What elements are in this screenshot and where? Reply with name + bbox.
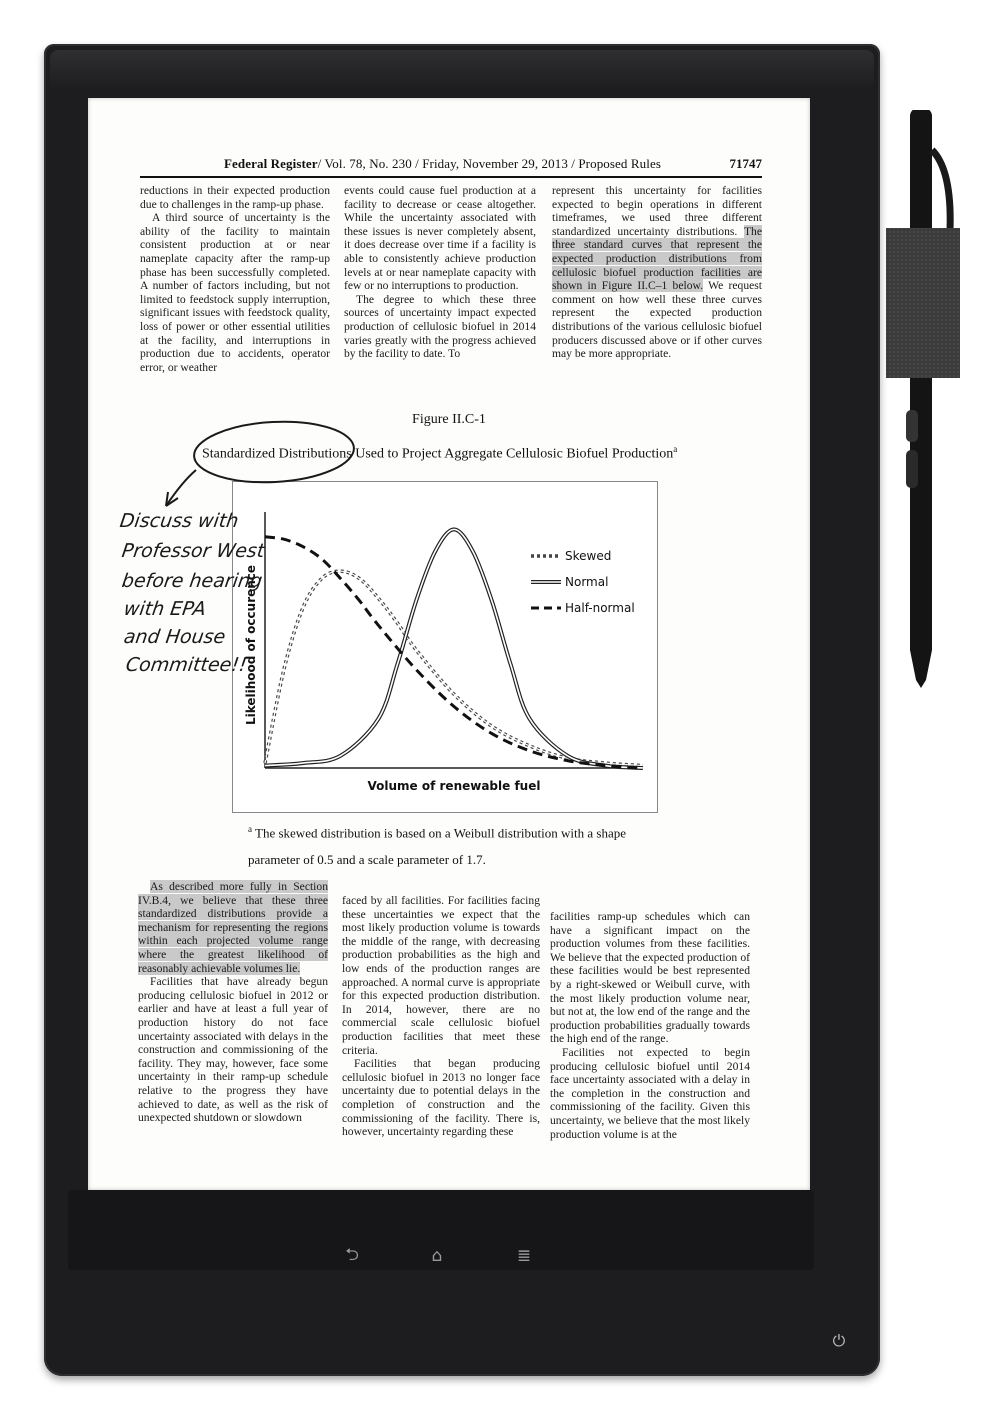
header-rule	[140, 176, 762, 178]
paragraph: A third source of uncertainty is the ability of the facility to maintain consistent production at or near nameplate capacity after the ramp-up phase has been successfully completed. A number of factors including, but not limited to feedstock supply interruption, significant issues with feedstock quality, loss of power or other essential utilities at the facility, and interruptions in production due to accidents, operator error, or weather	[140, 211, 330, 374]
paragraph: The degree to which these three sources of uncertainty impact expected production of cellulosic biofuel in 2014 varies greatly with the progress achieved by the facility to date. To	[344, 292, 536, 361]
paragraph: Facilities that began producing cellulosic biofuel in 2013 no longer face uncertainty due to potential delays in the completion of construction and the commissioning of the facility. There is, however, uncertainty regarding these	[342, 1057, 540, 1139]
paragraph-text: We request comment on how well these three curves represent the expected production distributions of the various cellulosic biofuel producers discussed above or if other curves may be more appropriate.	[552, 279, 762, 361]
top-column-3	[552, 184, 762, 361]
subtitle-sup: a	[673, 444, 678, 454]
paragraph: Facilities that have already begun producing cellulosic biofuel in 2012 or earlier and have at least a full year of production history do not face uncertainty associated with delays in the construction and commissioning of the facility. They may, however, face some uncertainty in their ramp-up schedule relative to the progress they have achieved to date, as well as the risk of unexpected shutdown or slowdown	[138, 975, 328, 1125]
distribution-chart	[232, 481, 658, 813]
handwritten-line: with EPA	[122, 598, 208, 620]
top-column-2	[344, 184, 536, 361]
bottom-column-3	[550, 910, 750, 1141]
circled-phrase[interactable]: Standardized Distributions	[202, 446, 352, 462]
menu-icon[interactable]: ≣	[516, 1246, 532, 1266]
footnote-text: The skewed distribution is based on a Weibull distribution with a shape	[255, 825, 626, 841]
series-normal-line	[265, 529, 643, 768]
power-icon[interactable]: ⏻	[832, 1331, 846, 1350]
back-icon[interactable]: ⮌	[345, 1244, 359, 1265]
handwritten-line: before hearing	[120, 570, 264, 592]
y-axis-label: Likelihood of occurence	[244, 564, 258, 726]
page-number: 71747	[729, 156, 762, 171]
figure-footnote-line-1	[248, 824, 626, 841]
figure-subtitle	[202, 444, 677, 463]
highlighted-text[interactable]: The three standard curves that represent the expected production distributions from cellulosic biofuel production facilities are shown in Figure II.C–1 below.	[552, 224, 762, 293]
figure-title: Figure II.C-1	[412, 412, 486, 427]
series-half-normal-line	[265, 537, 643, 768]
handwritten-line: Discuss with	[118, 510, 240, 532]
stylus-pen[interactable]	[880, 110, 970, 690]
header-details: / Vol. 78, No. 230 / Friday, November 29, 2013 / Proposed Rules	[317, 156, 661, 171]
figure-footnote-line-2: parameter of 0.5 and a scale parameter of 1.7.	[248, 852, 486, 867]
handwritten-line: and House	[122, 626, 227, 648]
series-normal-line-inner	[265, 529, 643, 768]
paragraph: Facilities not expected to begin producing cellulosic biofuel until 2014 face uncertainty associated with a delay in the completion in the construction and commissioning of the facility. Given this uncertainty, we believe that the most likely production volume is at the	[550, 1045, 750, 1141]
subtitle-rest: Used to Project Aggregate Cellulosic Biofuel Production	[355, 446, 674, 462]
paragraph-text: represent this uncertainty for facilities expected to begin operations in different timeframes, we used three different standardized uncertainty distributions.	[552, 184, 762, 238]
handwritten-line: Committee!!	[124, 654, 249, 676]
paragraph: reductions in their expected production due to challenges in the ramp-up phase.	[140, 184, 330, 211]
highlighted-text[interactable]: As described more fully in Section IV.B.4, we believe that these three standardized distributions provide a mechanism for representing the regions within each projected volume range where the greatest likelihood of reasonably achievable volumes lie.	[138, 880, 328, 975]
header-source: Federal Register	[224, 156, 318, 171]
bottom-column-2	[342, 894, 540, 1139]
paragraph: facilities ramp-up schedules which can have a significant impact on the production volumes from these facilities. We believe that the expected production of these facilities would be best represented by a right-skewed or Weibull curve, with the most likely production volume near, but not at, the low end of the range and the production probabilities gradually towards the high end of the range.	[550, 910, 750, 1046]
footnote-sup: a	[248, 824, 252, 834]
legend-normal-label: Normal	[565, 575, 609, 589]
x-axis-label: Volume of renewable fuel	[367, 779, 541, 793]
page-header	[140, 156, 762, 174]
chart-svg	[233, 482, 657, 812]
paragraph: events could cause fuel production at a facility to decrease or cease altogether. While the uncertainty associated with these issues is never completely absent, it does decrease over time if a facility is able to consistently achieve production levels at or near nameplate capacity with few or no interruptions to production.	[344, 184, 536, 293]
legend-skewed-label: Skewed	[565, 549, 612, 563]
legend-half-normal-label: Half-normal	[565, 601, 635, 615]
top-column-1	[140, 184, 330, 374]
handwritten-line: Professor West	[120, 540, 266, 562]
paragraph: faced by all facilities. For facilities facing these uncertainties we expect that the most likely production volume is towards the middle of the range, with decreasing production probabilities as the high and low ends of the production ranges are approached. A normal curve is appropriate for this expected production distribution. In 2014, however, there are no commercial scale cellulosic biofuel production facilities that meet these criteria.	[342, 894, 540, 1057]
home-icon[interactable]: ⌂	[431, 1246, 443, 1266]
bottom-column-1	[138, 880, 328, 1125]
